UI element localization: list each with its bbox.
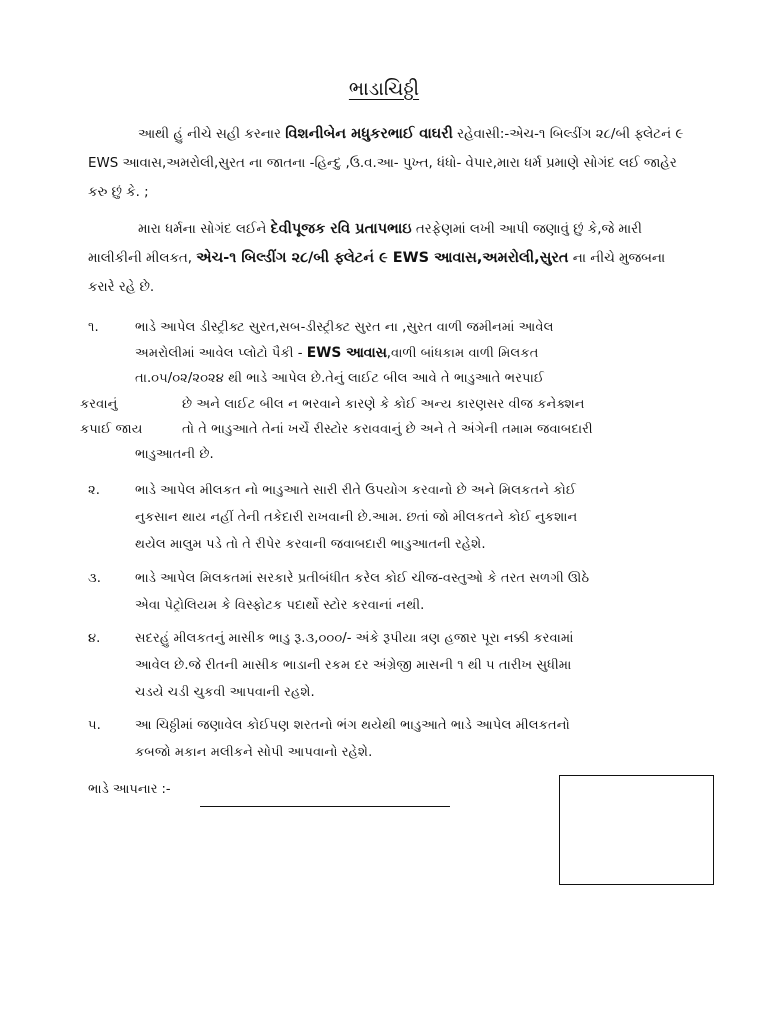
clause-line: એવા પેટ્રોલિયમ કે વિસ્ફોટક પદાર્થો સ્ટોર કરવાનાં નથી. (135, 598, 425, 613)
declaration-paragraph (88, 215, 688, 302)
clause-number: ૪. (88, 631, 101, 646)
clause-line: આ ચિઠ્ઠીમાં જણાવેલ કોઈપણ શરતનો ભંગ થયેથી ભાડુઆતે ભાડે આપેલ મીલકતનો (135, 718, 570, 733)
clause-line: આવેલ છે.જે રીતની માસીક ભાડાની રકમ દર અંગ્રેજી માસની ૧ થી ૫ તારીખ સુધીમા (135, 658, 572, 673)
clause-line: સદરહું મીલકતનું માસીક ભાડુ રૂ.૩,૦૦૦/- અંકે રૂપીયા ત્રણ હજાર પૂરા નક્કી કરવામાં (135, 631, 574, 646)
clause-number: ૨. (88, 483, 100, 498)
tenant-name: દેવીપૂજક રવિ પ્રતાપભાઇ (270, 221, 412, 237)
signature-line (200, 806, 450, 807)
declaration-text-2: તરફેણમાં લખી આપી જણાવું છું કે,જે મારી માલીકીની મીલકત, (88, 222, 642, 266)
clause-line: તો તે ભાડુઆતે તેનાં ખર્ચે રીસ્ટોર કરાવવાનું છે અને તે અંગેની તમામ જવાબદારી (182, 422, 593, 437)
document-title (0, 78, 768, 100)
photo-box (559, 775, 714, 885)
clause-number: ૩. (88, 571, 101, 586)
clause-line (135, 345, 538, 361)
clause-line: ભાડે આપેલ મિલકતમાં સરકારે પ્રતીબંધીત કરેલ કોઈ ચીજ-વસ્તુઓ કે તરત સળગી ઊઠે (135, 571, 590, 586)
clause-line: કપાઈ જાય (80, 422, 143, 437)
clause-line: છે અને લાઈટ બીલ ન ભરવાને કારણે કે કોઈ અન્ય કારણસર વીજ કનેક્શન (182, 397, 585, 412)
clause-line: ભાડે આપેલ મીલકત નો ભાડુઆતે સારી રીતે ઉપયોગ કરવાનો છે અને મિલકતને કોઈ (135, 483, 577, 498)
intro-text-2: રહેવાસી:-એચ-૧ બિલ્ડીંગ ૨૮/બી ફ્લેટનં ૯ EWS આવાસ,અમરોલી,સુરત ના જાતના -હિન્દુ ,ઉ.વ.આ- પુખ્ત, ધંધો- વેપાર,મારા ધર્મ પ્રમાણે સોગંદ લઈ જાહેર કરુ છું કે. ; (88, 127, 684, 200)
clause-line: કરવાનું (80, 397, 118, 412)
intro-text-1: આથી હું નીચે સહી કરનાર (138, 127, 286, 142)
clause-line: થયેલ માલુમ પડે તો તે રીપેર કરવાની જવાબદારી ભાડુઆતની રહેશે. (135, 537, 486, 552)
declaration-text-1: મારા ધર્મના સોગંદ લઈને (138, 222, 271, 237)
clause-line: ભાડે આપેલ ડીસ્ટ્રીક્ટ સુરત,સબ-ડીસ્ટ્રીક્ટ સુરત ના ,સુરત વાળી જમીનમાં આવેલ (135, 320, 554, 335)
clause-line: કબજો મકાન મલીકને સોપી આપવાનો રહેશે. (135, 745, 373, 760)
clause-bold-text: EWS આવાસ (306, 345, 387, 361)
declaration-text-3: ના નીચે મુજબના કરારે રહે છે. (88, 251, 666, 295)
clause-line: ચડયે ચડી ચુકવી આપવાની રહશે. (135, 685, 315, 700)
title-text: ભાડાચિઠ્ઠી (348, 78, 420, 100)
clause-text: અમરોલીમાં આવેલ પ્લોટો પૈકી - (135, 346, 307, 361)
intro-paragraph (88, 120, 688, 207)
clause-line: તા.૦૫/૦૨/૨૦૨૪ થી ભાડે આપેલ છે.તેનું લાઈટ બીલ આવે તે ભાડુઆતે ભરપાઈ (135, 371, 545, 386)
landlord-label: ભાડે આપનાર :- (88, 782, 171, 797)
property-address: એચ-૧ બિલ્ડીંગ ૨૮/બી ફ્લેટનં ૯ EWS આવાસ,અમરોલી,સુરત (196, 250, 569, 266)
clause-number: ૫. (88, 718, 101, 733)
clause-text: ,વાળી બાંધકામ વાળી મિલકત (386, 346, 539, 361)
clause-number: ૧. (88, 320, 99, 335)
clause-line: ભાડુઆતની છે. (135, 447, 214, 462)
clause-line: નુકસાન થાય નહીં તેની તકેદારી રાખવાની છે.આમ. છતાં જો મીલકતને કોઈ નુકશાન (135, 510, 578, 525)
declarant-name: વિશનીબેન મધુકરભાઈ વાઘરી (285, 126, 453, 142)
